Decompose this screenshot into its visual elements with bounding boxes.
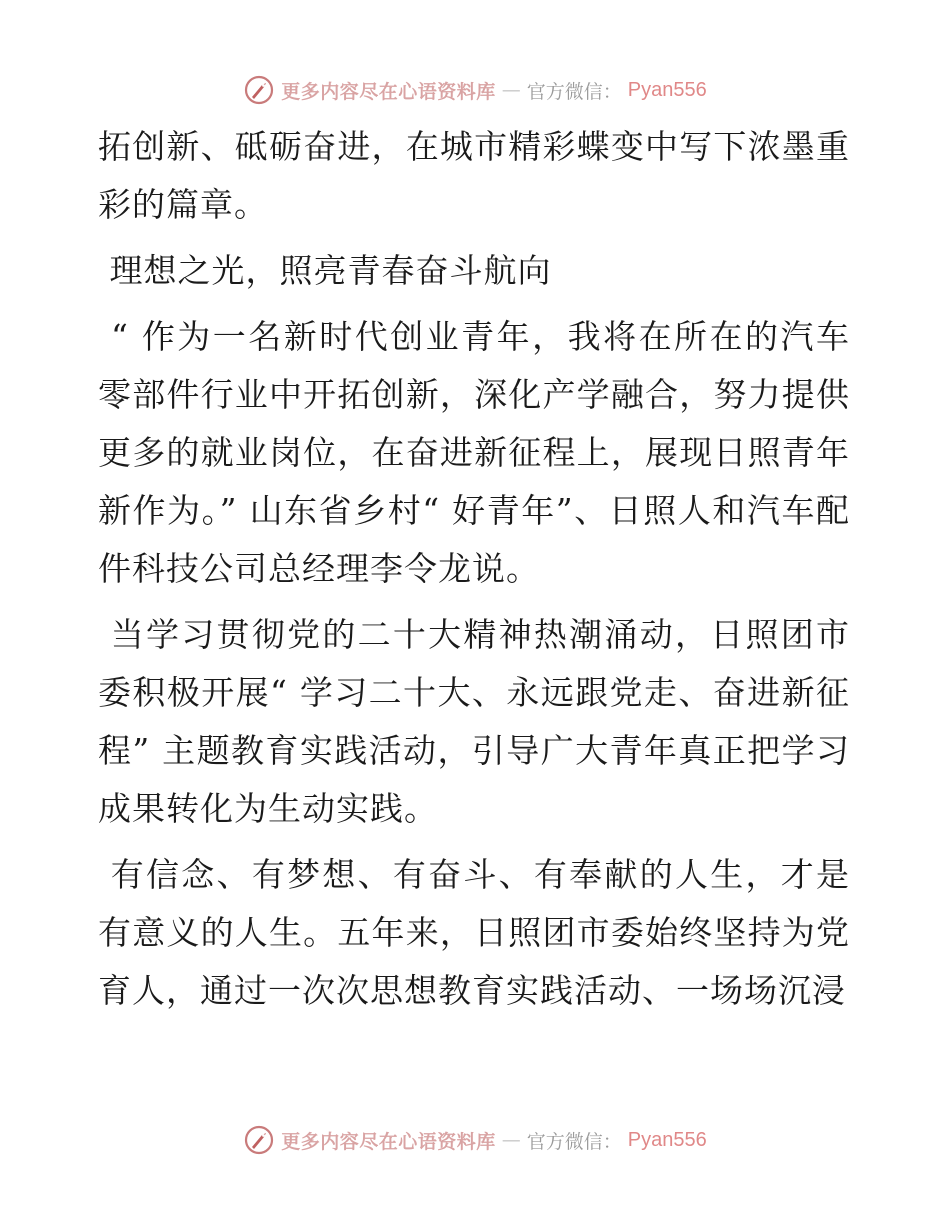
pen-nib-circle-icon — [243, 1124, 275, 1156]
watermark-contact-id: Pyan556 — [627, 78, 707, 101]
footer-watermark — [0, 1120, 950, 1160]
watermark-separator: — — [501, 1129, 521, 1151]
watermark-contact-label: 官方微信： — [526, 1130, 622, 1153]
header-watermark — [0, 70, 950, 110]
document-body — [98, 118, 850, 1028]
paragraph: 有信念、有梦想、有奋斗、有奉献的人生，才是有意义的人生。五年来，日照团市委始终坚持为党育人，通过一次次思想教育实践活动、一场场沉浸 — [98, 855, 851, 1010]
watermark-text: 更多内容尽在心语资料库 — [281, 1130, 496, 1153]
watermark-contact-id: Pyan556 — [627, 1128, 707, 1151]
watermark-text: 更多内容尽在心语资料库 — [281, 80, 496, 103]
paragraph: 当学习贯彻党的二十大精神热潮涌动，日照团市委积极开展“ 学习二十大、永远跟党走、奋进新征程” 主题教育实践活动，引导广大青年真正把学习成果转化为生动实践。 — [98, 615, 851, 828]
paragraph: 拓创新、砥砺奋进，在城市精彩蝶变中写下浓墨重彩的篇章。 — [98, 127, 850, 224]
paragraph: “ 作为一名新时代创业青年，我将在所在的汽车零部件行业中开拓创新，深化产学融合，努力提供更多的就业岗位，在奋进新征程上，展现日照青年新作为。” 山东省乡村“ 好青年”、日照人和汽车配件科技公司总经理李令龙说。 — [98, 317, 850, 588]
section-heading: 理想之光，照亮青春奋斗航向 — [98, 251, 552, 290]
pen-nib-circle-icon — [243, 74, 275, 106]
watermark-contact-label: 官方微信： — [526, 80, 622, 103]
watermark-separator: — — [501, 79, 521, 101]
